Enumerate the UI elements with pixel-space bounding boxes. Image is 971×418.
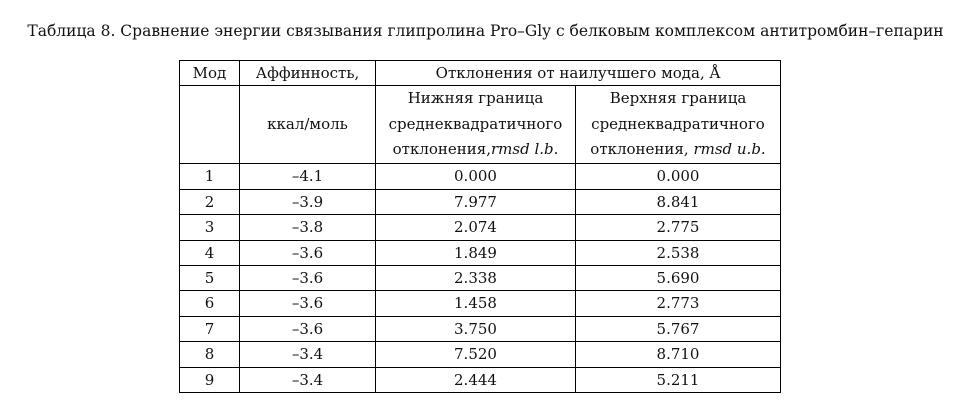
cell-rmsd-ub: 2.775: [576, 215, 781, 240]
header-lower-line1: Нижняя граница: [407, 89, 544, 108]
cell-rmsd-lb: 2.444: [376, 367, 576, 392]
cell-rmsd-ub: 0.000: [576, 164, 781, 189]
cell-rmsd-lb: 3.750: [376, 316, 576, 341]
table-row: [180, 291, 781, 316]
header-mode-blank: [180, 86, 240, 164]
header-lower-line3-text: отклонения,: [392, 140, 491, 158]
cell-rmsd-lb: 1.458: [376, 291, 576, 316]
header-row-sub: [180, 86, 781, 164]
table-row: [180, 164, 781, 189]
cell-mode: 1: [180, 164, 240, 189]
cell-affinity: –3.6: [240, 291, 376, 316]
cell-rmsd-ub: 2.773: [576, 291, 781, 316]
table-row: [180, 189, 781, 214]
cell-rmsd-ub: 2.538: [576, 240, 781, 265]
cell-affinity: –3.6: [240, 265, 376, 290]
cell-affinity: –3.4: [240, 367, 376, 392]
table-caption: Таблица 8. Сравнение энергии связывания глипролина Pro–Gly с белковым комплексом антитромбин–гепарин: [27, 22, 944, 40]
table-row: [180, 215, 781, 240]
table-row: [180, 342, 781, 367]
header-lower-line3: [376, 137, 575, 162]
cell-affinity: –3.6: [240, 316, 376, 341]
table-body: [180, 164, 781, 393]
header-upper-bound: [576, 86, 781, 164]
header-lower-line3-italic: rmsd l.b.: [490, 140, 559, 158]
cell-rmsd-ub: 5.690: [576, 265, 781, 290]
table-row: [180, 265, 781, 290]
cell-affinity: –3.4: [240, 342, 376, 367]
cell-affinity: –3.9: [240, 189, 376, 214]
cell-rmsd-lb: 7.520: [376, 342, 576, 367]
header-upper-line1: Верхняя граница: [609, 89, 747, 108]
header-deviations: Отклонения от наилучшего мода, Å: [376, 61, 781, 86]
cell-affinity: –3.6: [240, 240, 376, 265]
table-row: [180, 316, 781, 341]
header-upper-line3-text: отклонения,: [590, 140, 694, 158]
table-row: [180, 240, 781, 265]
header-affinity-unit: ккал/моль: [240, 86, 376, 164]
cell-mode: 8: [180, 342, 240, 367]
cell-rmsd-lb: 1.849: [376, 240, 576, 265]
cell-mode: 7: [180, 316, 240, 341]
cell-mode: 3: [180, 215, 240, 240]
cell-affinity: –4.1: [240, 164, 376, 189]
cell-rmsd-lb: 2.338: [376, 265, 576, 290]
cell-rmsd-ub: 5.211: [576, 367, 781, 392]
cell-mode: 5: [180, 265, 240, 290]
cell-mode: 9: [180, 367, 240, 392]
header-upper-line3: [576, 137, 780, 162]
binding-energy-table: [179, 60, 781, 393]
header-row-top: [180, 61, 781, 86]
cell-mode: 2: [180, 189, 240, 214]
cell-rmsd-ub: 8.710: [576, 342, 781, 367]
cell-rmsd-ub: 5.767: [576, 316, 781, 341]
cell-affinity: –3.8: [240, 215, 376, 240]
header-upper-line2: среднеквадратичного: [591, 114, 765, 133]
cell-mode: 4: [180, 240, 240, 265]
header-upper-line3-italic: rmsd u.b.: [693, 140, 766, 158]
header-affinity: Аффинность,: [240, 61, 376, 86]
header-mode: Мод: [180, 61, 240, 86]
cell-mode: 6: [180, 291, 240, 316]
cell-rmsd-lb: 7.977: [376, 189, 576, 214]
cell-rmsd-lb: 2.074: [376, 215, 576, 240]
header-lower-line2: среднеквадратичного: [388, 114, 563, 133]
cell-rmsd-lb: 0.000: [376, 164, 576, 189]
table-row: [180, 367, 781, 392]
cell-rmsd-ub: 8.841: [576, 189, 781, 214]
header-lower-bound: [376, 86, 576, 164]
